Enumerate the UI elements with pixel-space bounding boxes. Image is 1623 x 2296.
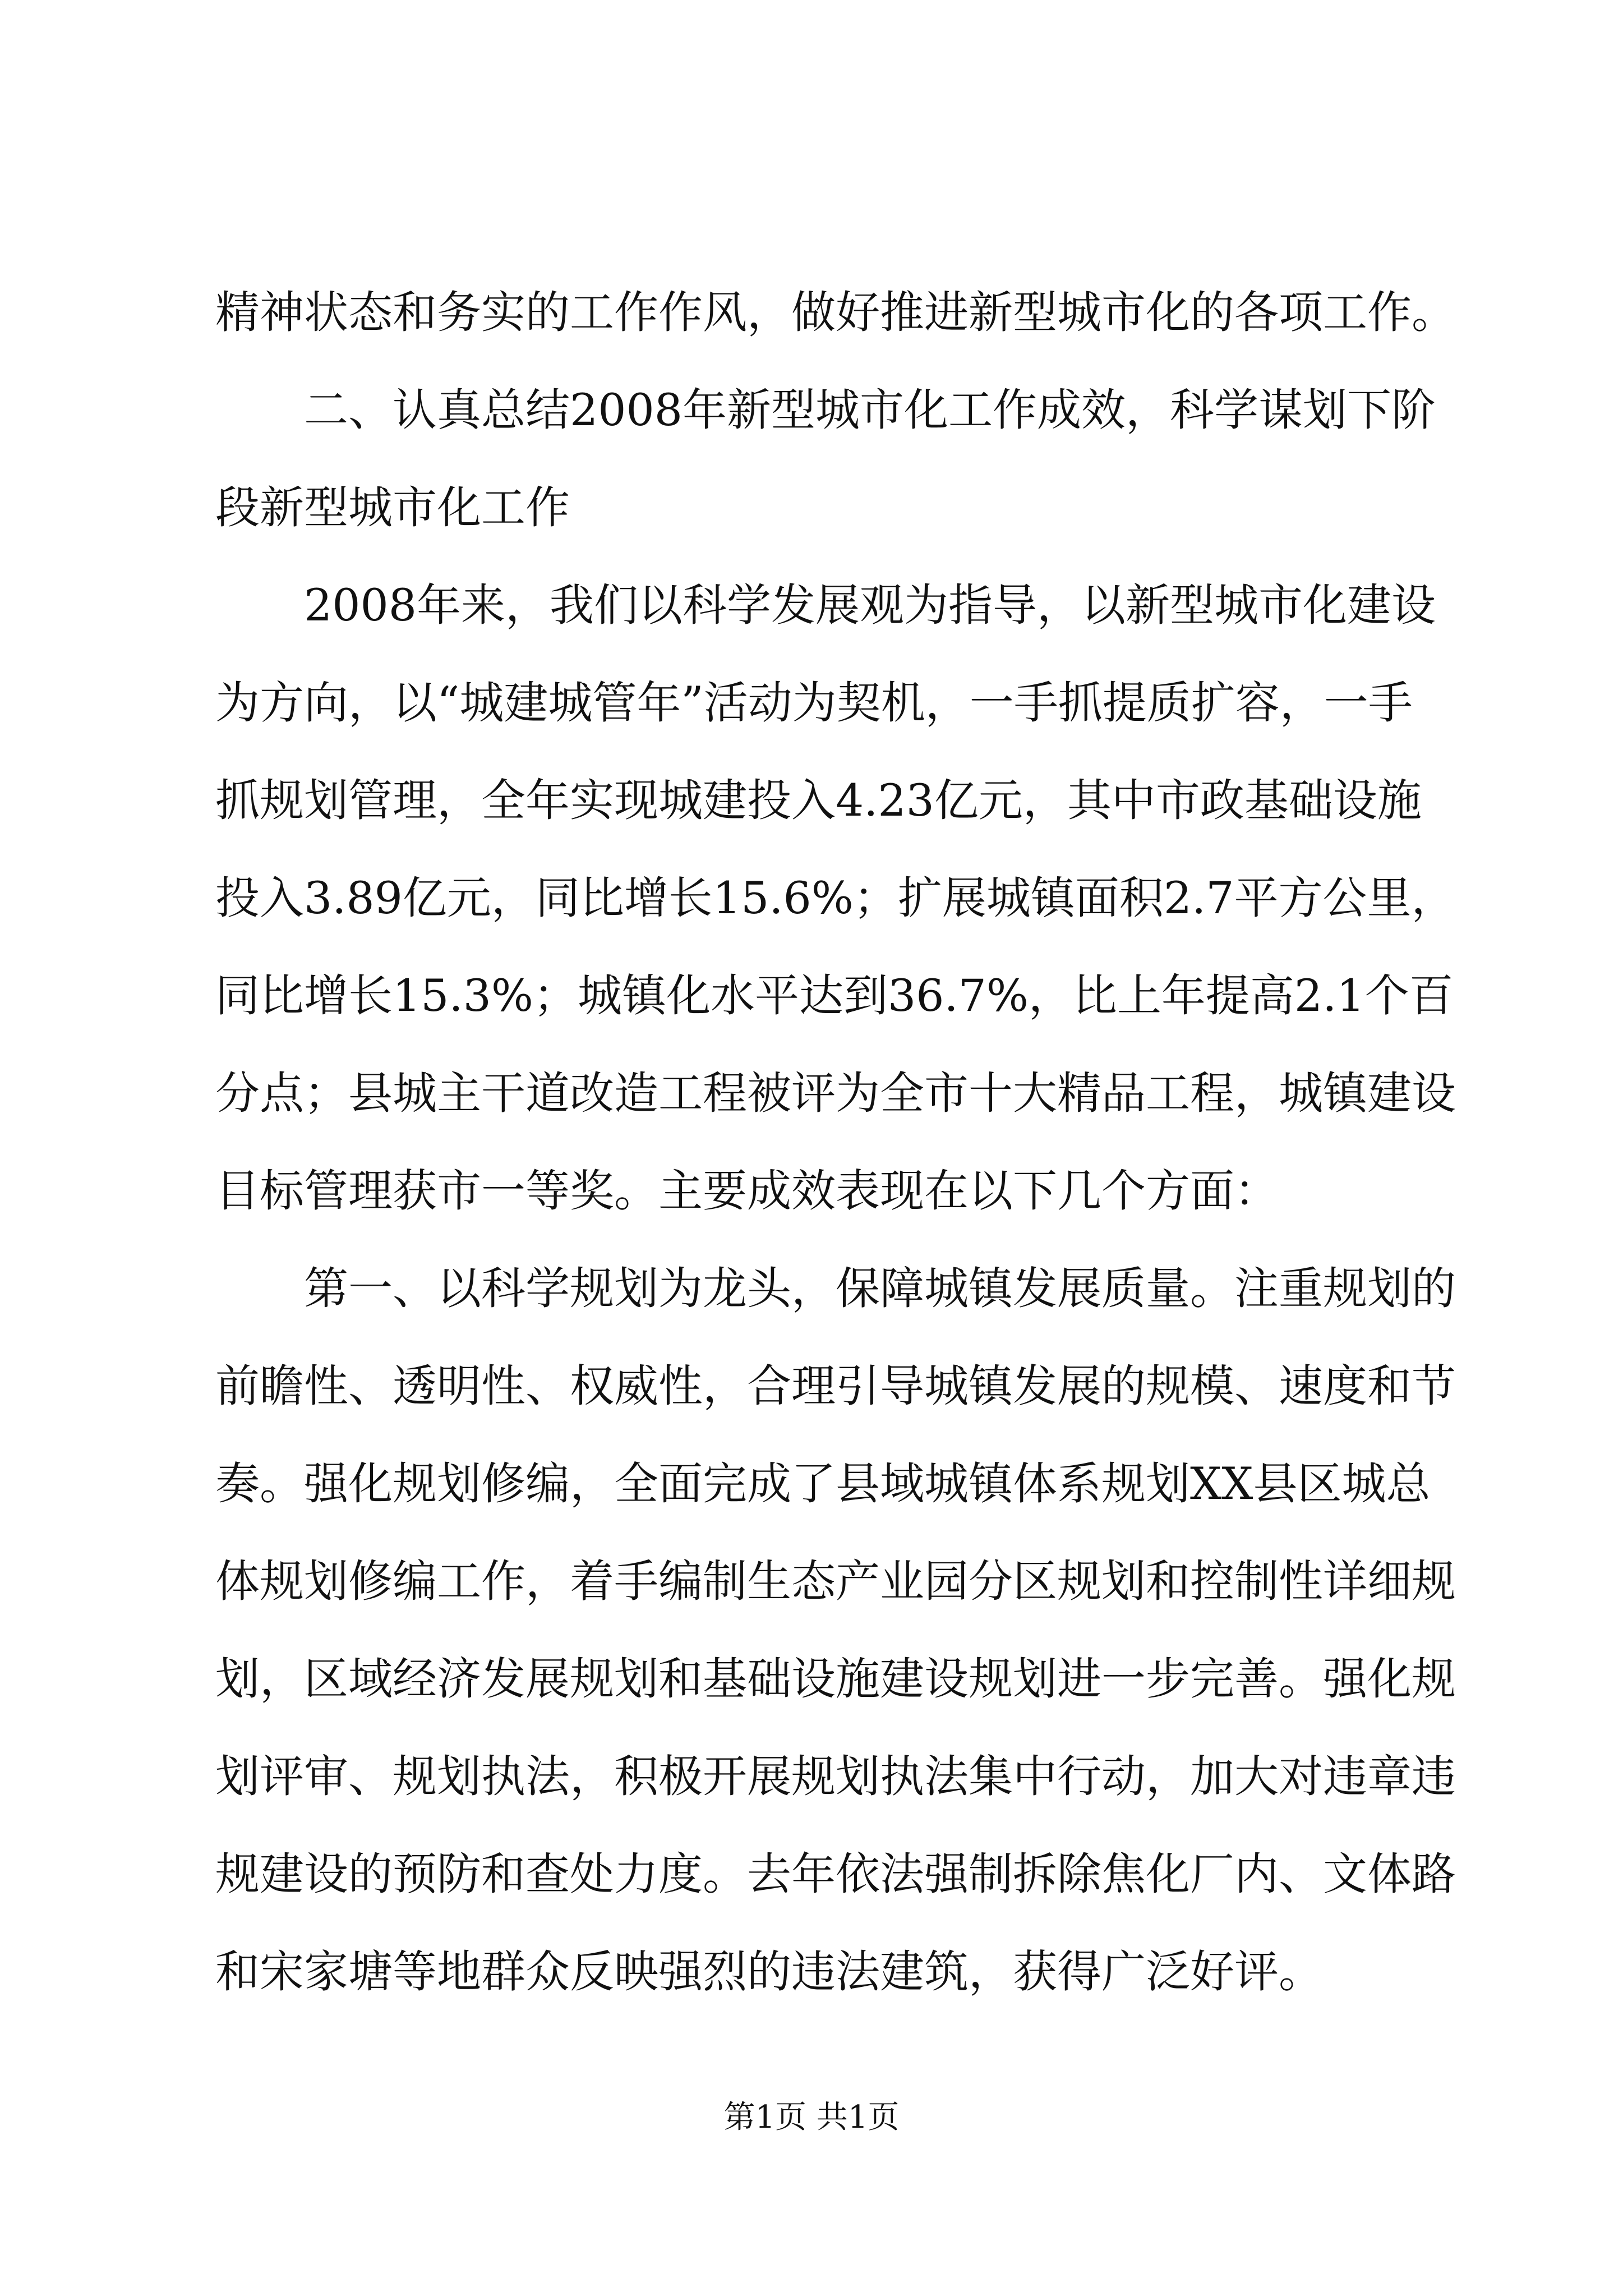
text-line: 前瞻性、透明性、权威性，合理引导城镇发展的规模、速度和节 bbox=[215, 1360, 1456, 1412]
text-line: 体规划修编工作，着手编制生态产业园分区规划和控制性详细规 bbox=[215, 1556, 1456, 1607]
text-line: 分点；县城主干道改造工程被评为全市十大精品工程，城镇建设 bbox=[215, 1068, 1456, 1119]
text-line: 精神状态和务实的工作作风，做好推进新型城市化的各项工作。 bbox=[215, 287, 1456, 338]
text-line: 投入3.89亿元，同比增长15.6%；扩展城镇面积2.7平方公里， bbox=[215, 872, 1456, 924]
text-line: 目标管理获市一等奖。主要成效表现在以下几个方面： bbox=[215, 1165, 1279, 1217]
page-number-footer: 第1页 共1页 bbox=[723, 2099, 900, 2136]
text-line: 奏。强化规划修编，全面完成了县域城镇体系规划XX县区城总 bbox=[215, 1458, 1431, 1510]
text-line: 规建设的预防和查处力度。去年依法强制拆除焦化厂内、文体路 bbox=[215, 1848, 1456, 1900]
section-heading-line: 段新型城市化工作 bbox=[215, 482, 570, 533]
text-line: 和宋家塘等地群众反映强烈的违法建筑，获得广泛好评。 bbox=[215, 1946, 1323, 1998]
section-heading-line: 二、认真总结2008年新型城市化工作成效，科学谋划下阶 bbox=[215, 384, 1436, 436]
text-line: 同比增长15.3%；城镇化水平达到36.7%，比上年提高2.1个百 bbox=[215, 970, 1454, 1022]
text-line: 为方向，以“城建城管年”活动为契机，一手抓提质扩容，一手 bbox=[215, 677, 1413, 729]
document-body bbox=[215, 264, 1456, 2021]
text-line: 划，区域经济发展规划和基础设施建设规划进一步完善。强化规 bbox=[215, 1653, 1456, 1705]
text-line: 划评审、规划执法，积极开展规划执法集中行动，加大对违章违 bbox=[215, 1751, 1456, 1802]
text-line: 第一、以科学规划为龙头，保障城镇发展质量。注重规划的 bbox=[215, 1263, 1456, 1314]
text-line: 抓规划管理，全年实现城建投入4.23亿元，其中市政基础设施 bbox=[215, 775, 1422, 826]
text-line: 2008年来，我们以科学发展观为指导，以新型城市化建设 bbox=[215, 579, 1436, 631]
